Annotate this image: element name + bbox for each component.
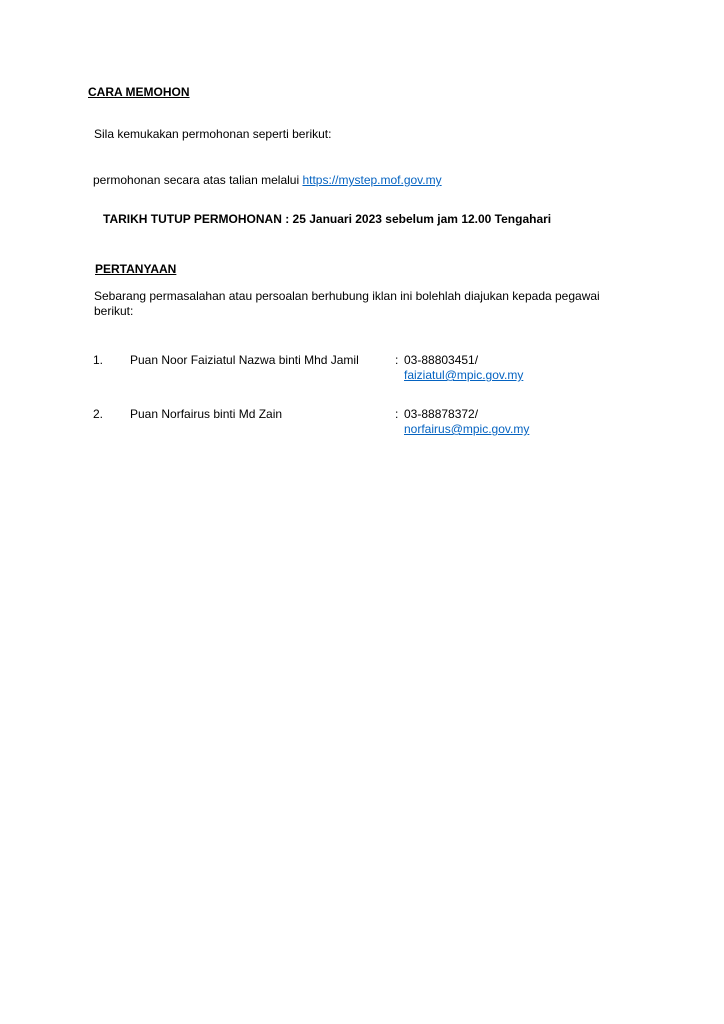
mystep-link[interactable]: https://mystep.mof.gov.my — [302, 173, 442, 187]
contact-2-email-link[interactable]: norfairus@mpic.gov.my — [404, 422, 530, 436]
contact-row-1 — [93, 353, 673, 387]
contact-1-name: Puan Noor Faiziatul Nazwa binti Mhd Jamil — [130, 353, 359, 367]
contact-2-details — [404, 407, 529, 437]
contact-2-separator: : — [395, 407, 399, 421]
contact-row-2 — [93, 407, 673, 441]
deadline-text: TARIKH TUTUP PERMOHONAN : 25 Januari 2023 sebelum jam 12.00 Tengahari — [103, 212, 552, 226]
contact-1-details — [404, 353, 523, 383]
contact-1-number: 1. — [93, 353, 104, 367]
intro-text: Sila kemukakan permohonan seperti berikut: — [94, 127, 332, 141]
contact-2-phone: 03-88878372/ — [404, 407, 479, 421]
contact-2-name: Puan Norfairus binti Md Zain — [130, 407, 283, 421]
apply-method-text: permohonan secara atas talian melalui — [93, 173, 300, 187]
contact-1-phone: 03-88803451/ — [404, 353, 479, 367]
contact-1-separator: : — [395, 353, 399, 367]
apply-method-line — [93, 173, 442, 187]
contact-1-email-link[interactable]: faiziatul@mpic.gov.my — [404, 368, 524, 382]
contact-2-number: 2. — [93, 407, 104, 421]
enquiry-intro-text: Sebarang permasalahan atau persoalan berhubung iklan ini bolehlah diajukan kepada pegawai berikut: — [94, 289, 600, 318]
pertanyaan-heading: PERTANYAAN — [95, 262, 177, 276]
cara-memohon-heading: CARA MEMOHON — [88, 85, 190, 99]
